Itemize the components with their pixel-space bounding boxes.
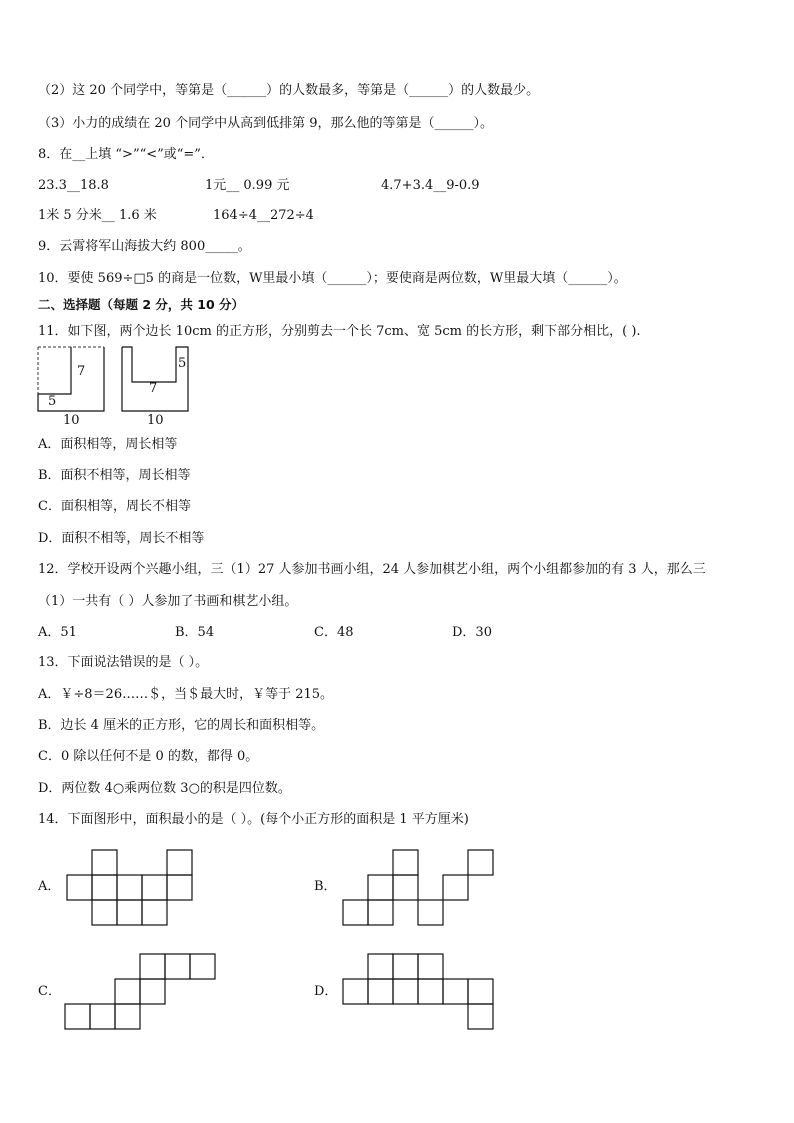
q13-option-b[interactable]: B．边长 4 厘米的正方形，它的周长和面积相等。 xyxy=(38,718,325,733)
q14-shape-d[interactable] xyxy=(342,953,502,1033)
q12-option-d[interactable]: D．30 xyxy=(452,625,492,640)
q13-stem: 13．下面说法错误的是（ ）。 xyxy=(38,655,209,670)
q11-fig2-label-7: 7 xyxy=(149,381,158,396)
q7-part3: （3）小力的成绩在 20 个同学中从高到低排第 9，那么他的等第是（______）。 xyxy=(38,116,493,131)
q11-fig2-label-10: 10 xyxy=(147,413,164,428)
q12-stem-line-2: （1）一共有（ ）人参加了书画和棋艺小组。 xyxy=(38,594,298,609)
q14-shape-c[interactable] xyxy=(64,953,219,1033)
q11-option-b[interactable]: B．面积不相等，周长相等 xyxy=(38,468,191,483)
q13-option-d[interactable]: D．两位数 4○乘两位数 3○的积是四位数。 xyxy=(38,781,291,796)
q12-option-a[interactable]: A．51 xyxy=(38,625,77,640)
q11-fig1-label-10: 10 xyxy=(63,413,80,428)
q10-text: 10．要使 569÷□5 的商是一位数，W里最小填（______）；要使商是两位数，W里最大填（______）。 xyxy=(38,271,627,286)
q12-stem-line-1: 12．学校开设两个兴趣小组，三（1）27 人参加书画小组，24 人参加棋艺小组，两个小组都参加的有 3 人，那么三 xyxy=(38,562,706,577)
q13-option-a[interactable]: A．￥÷8＝26……＄，当＄最大时，￥等于 215。 xyxy=(38,687,334,702)
section-2-title: 二、选择题（每题 2 分，共 10 分） xyxy=(38,297,245,312)
q8-title: 8．在__上填 “>”“<”或“=”． xyxy=(38,147,214,162)
q14-label-a[interactable]: A． xyxy=(38,879,61,894)
q11-stem: 11．如下图，两个边长 10cm 的正方形，分别剪去一个长 7cm、宽 5cm 的长方形，剩下部分相比，( ). xyxy=(38,324,641,339)
q7-part2: （2）这 20 个同学中，等第是（______）的人数最多，等第是（______）的人数最少。 xyxy=(38,83,540,98)
q11-option-a[interactable]: A．面积相等，周长相等 xyxy=(38,437,178,452)
q14-shape-a[interactable] xyxy=(66,849,196,929)
q11-fig2-label-5: 5 xyxy=(178,356,187,371)
q8-item-5: 164÷4__272÷4 xyxy=(213,208,314,223)
q11-option-d[interactable]: D．面积不相等，周长不相等 xyxy=(38,531,205,546)
q14-shape-b[interactable] xyxy=(342,849,497,929)
q9-text: 9．云霄将军山海拔大约 800_____。 xyxy=(38,239,251,254)
q8-item-2: 1元__ 0.99 元 xyxy=(205,178,290,193)
q11-option-c[interactable]: C．面积相等，周长不相等 xyxy=(38,499,191,514)
q14-label-c[interactable]: C． xyxy=(38,984,61,999)
q14-label-b[interactable]: B． xyxy=(314,879,337,894)
q13-option-c[interactable]: C．0 除以任何不是 0 的数，都得 0。 xyxy=(38,749,259,764)
q8-item-1: 23.3__18.8 xyxy=(38,178,109,193)
q11-fig1-label-7: 7 xyxy=(77,364,86,379)
q8-item-3: 4.7+3.4__9-0.9 xyxy=(381,178,480,193)
q14-label-d[interactable]: D． xyxy=(314,984,338,999)
q14-stem: 14．下面图形中，面积最小的是（ ）。(每个小正方形的面积是 1 平方厘米) xyxy=(38,812,469,827)
q12-option-b[interactable]: B．54 xyxy=(175,625,215,640)
q8-item-4: 1米 5 分米__ 1.6 米 xyxy=(38,208,157,223)
q11-fig1-label-5: 5 xyxy=(48,394,57,409)
q12-option-c[interactable]: C．48 xyxy=(314,625,354,640)
